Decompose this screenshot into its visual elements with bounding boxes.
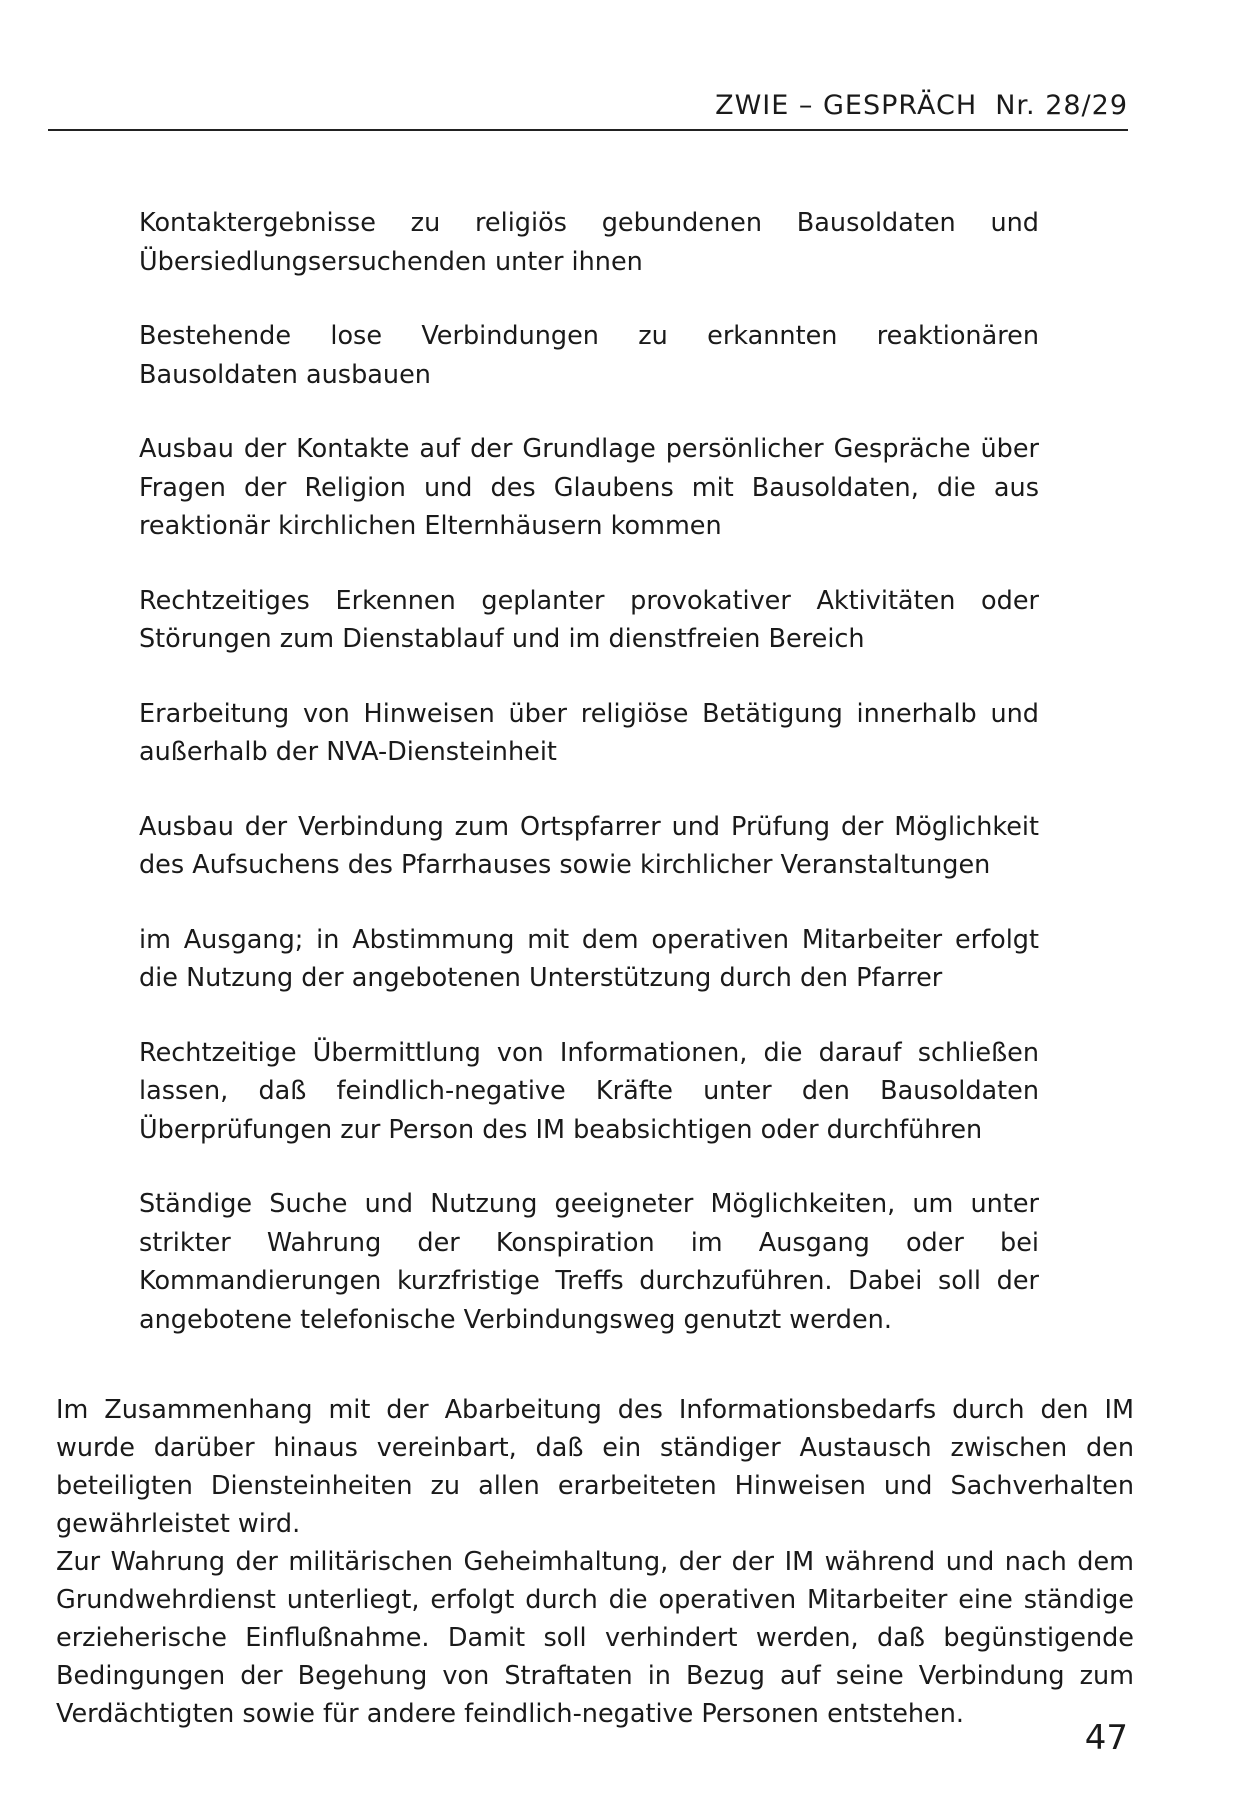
indented-item: Rechtzeitige Übermittlung von Informationen, die darauf schließen lassen, daß feindlich-negative Kräfte unter den Bausoldaten Überprüfungen zur Person des IM beabsichtigen oder durchführen — [139, 1037, 1039, 1145]
indented-item-list — [139, 204, 1039, 1375]
body-paragraph: Im Zusammenhang mit der Abarbeitung des Informationsbedarfs durch den IM wurde darüber hinaus vereinbart, daß ein ständiger Austausch zwischen den beteiligten Diensteinheiten zu allen erarbeiteten Hinweisen und Sachverhalten gewährleistet wird. — [56, 1395, 1134, 1539]
indented-item: Ausbau der Verbindung zum Ortspfarrer und Prüfung der Möglichkeit des Aufsuchens des Pfarrhauses sowie kirchlicher Veranstaltungen — [139, 811, 1039, 880]
indented-item: Ständige Suche und Nutzung geeigneter Möglichkeiten, um unter strikter Wahrung der Konspiration im Ausgang oder bei Kommandierungen kurzfristige Treffs durchzuführen. Dabei soll der angebotene telefonische Verbindungsweg genutzt werden. — [139, 1189, 1039, 1335]
issue-number: Nr. 28/29 — [995, 90, 1128, 121]
running-header — [715, 90, 1128, 121]
indented-item: Ausbau der Kontakte auf der Grundlage persönlicher Gespräche über Fragen der Religion und des Glaubens mit Bausoldaten, die aus reaktionär kirchlichen Elternhäusern kommen — [139, 434, 1039, 541]
indented-item: Bestehende lose Verbindungen zu erkannten reaktionären Bausoldaten ausbauen — [139, 321, 1039, 390]
indented-item: Kontaktergebnisse zu religiös gebundenen Bausoldaten und Übersiedlungsersuchenden unter ihnen — [139, 208, 1039, 277]
indented-item: im Ausgang; in Abstimmung mit dem operativen Mitarbeiter erfolgt die Nutzung der angebotenen Unterstützung durch den Pfarrer — [139, 924, 1039, 993]
indented-item: Erarbeitung von Hinweisen über religiöse Betätigung innerhalb und außerhalb der NVA-Diensteinheit — [139, 698, 1039, 767]
header-rule — [48, 129, 1128, 131]
page-number: 47 — [1084, 1718, 1128, 1758]
body-text — [56, 1391, 1134, 1733]
journal-title: ZWIE – GESPRÄCH — [715, 90, 978, 121]
indented-item: Rechtzeitiges Erkennen geplanter provokativer Aktivitäten oder Störungen zum Dienstablauf und im dienstfreien Bereich — [139, 585, 1039, 654]
body-paragraph: Zur Wahrung der militärischen Geheimhaltung, der der IM während und nach dem Grundwehrdienst unterliegt, erfolgt durch die operativen Mitarbeiter eine ständige erzieherische Einflußnahme. Damit soll verhindert werden, daß begünstigende Bedingungen der Begehung von Straftaten in Bezug auf seine Verbindung zum Verdächtigten sowie für andere feindlich-negative Personen entstehen. — [56, 1547, 1134, 1729]
